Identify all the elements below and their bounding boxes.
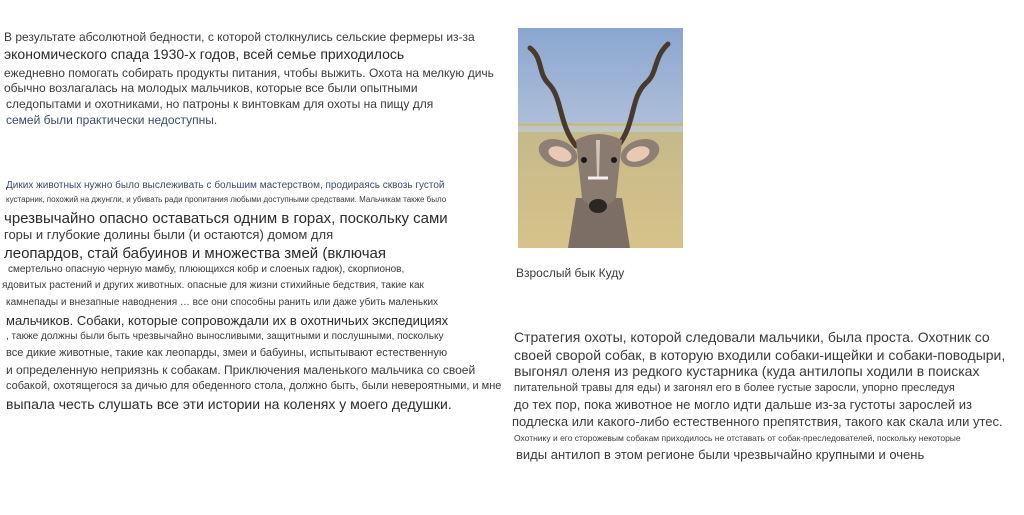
text-line: камнепады и внезапные наводнения … все они способны ранить или даже убить маленьких — [6, 297, 439, 308]
text-line: чрезвычайно опасно оставаться одним в горах, поскольку сами — [4, 210, 448, 227]
text-line: горы и глубокие долины были (и остаются) домом для — [4, 227, 334, 242]
text-line: , также должны были быть чрезвычайно выносливыми, защитными и послушными, поскольку — [6, 331, 444, 342]
text-line: выпала честь слушать все эти истории на коленях у моего дедушки. — [6, 396, 452, 412]
text-line: кустарник, похожий на джунгли, и убивать ради пропитания любыми доступными средствами. Мальчикам также было — [6, 195, 447, 204]
text-line: обычно возлагалась на молодых мальчиков, которые все были опытными — [4, 81, 418, 95]
text-line: В результате абсолютной бедности, с которой столкнулись сельские фермеры из-за — [4, 30, 475, 44]
text-line: питательной травы для еды) и загонял его в более густые заросли, упорно преследуя — [514, 382, 955, 394]
text-line: подлеска или какого-либо естественного препятствия, такого как скала или утес. — [512, 414, 1003, 429]
text-line: семей были практически недоступны. — [6, 113, 218, 127]
text-line: ежедневно помогать собирать продукты питания, чтобы выжить. Охота на мелкую дичь — [4, 66, 494, 80]
text-line: Охотнику и его сторожевым собакам приходилось не отставать от собак-преследователей, поскольку некоторые — [514, 433, 961, 443]
text-line: Диких животных нужно было выслеживать с большим мастерством, продираясь сквозь густой — [6, 180, 445, 191]
text-line: ядовитых растений и других животных. опасные для жизни стихийные бедствия, такие как — [2, 280, 424, 291]
text-line: все дикие животные, такие как леопарды, змеи и бабуины, испытывают естественную — [6, 347, 448, 359]
text-line: и определенную неприязнь к собакам. Приключения маленького мальчика со своей — [6, 363, 476, 377]
text-line: выгонял оленя из редкого кустарника (куда антилопы ходили в поисках — [514, 363, 980, 379]
text-line: следопытами и охотниками, но патроны к винтовкам для охоты на пищу для — [6, 97, 434, 111]
text-line: до тех пор, пока животное не могло идти дальше из-за густоты зарослей из — [514, 397, 972, 412]
text-line: своей сворой собак, в которую входили собаки-ищейки и собаки-поводыри, — [514, 347, 1006, 363]
text-line: виды антилоп в этом регионе были чрезвычайно крупными и очень — [516, 447, 925, 462]
text-line: Стратегия охоты, которой следовали мальчики, была проста. Охотник со — [514, 329, 990, 345]
text-line: смертельно опасную черную мамбу, плюющихся кобр и слоеных гадюк), скорпионов, — [8, 264, 405, 275]
text-line: мальчиков. Собаки, которые сопровождали их в охотничьих экспедициях — [6, 313, 449, 328]
text-line: леопардов, стай бабуинов и множества змей (включая — [4, 245, 386, 262]
image-caption: Взрослый бык Куду — [516, 266, 625, 280]
kudu-photo — [518, 28, 683, 248]
text-line: экономического спада 1930-х годов, всей семье приходилось — [4, 46, 405, 62]
text-line: собакой, охотящегося за дичью для обеденного стола, должно быть, были невероятными, и мне — [6, 380, 502, 392]
